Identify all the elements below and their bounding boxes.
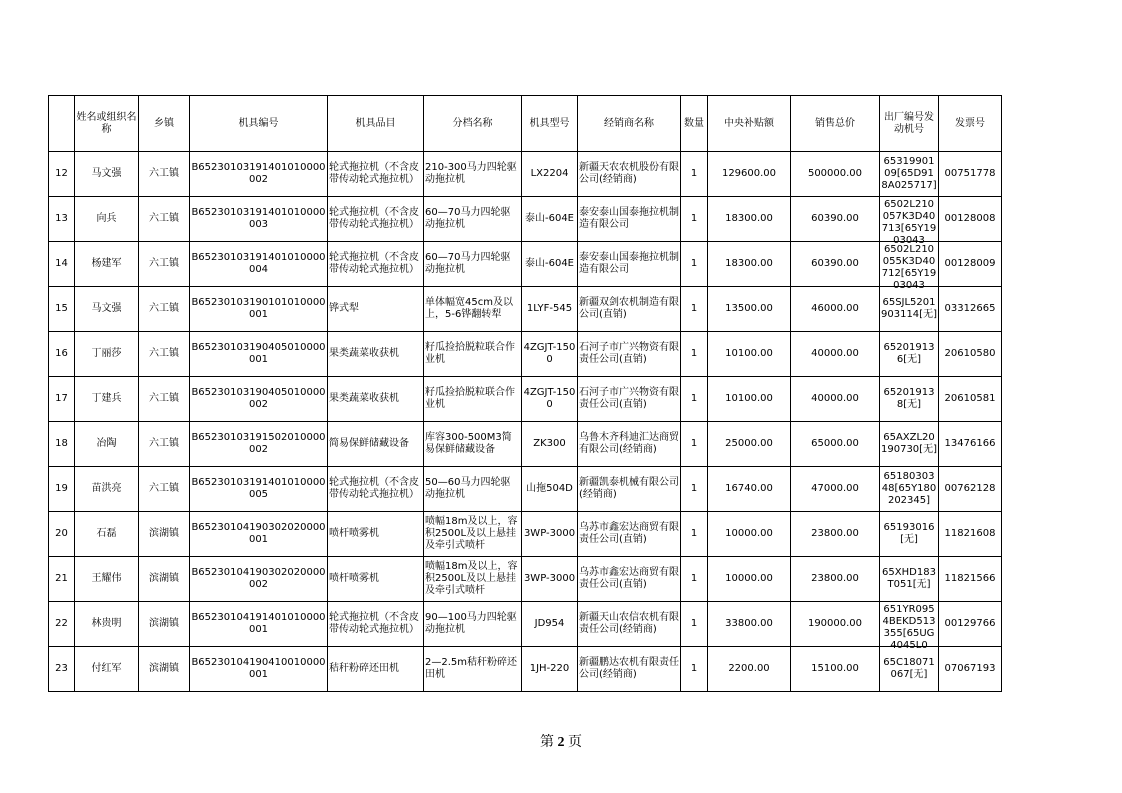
table-row: [49, 557, 1002, 602]
cell-seq: 14: [49, 242, 75, 287]
table-row: [49, 512, 1002, 557]
cell-total: 46000.00: [791, 287, 880, 332]
header-subsidy: 中央补贴额: [708, 96, 791, 152]
cell-qty: 1: [681, 602, 708, 647]
table-row: [49, 332, 1002, 377]
cell-dealer: 乌苏市鑫宏达商贸有限责任公司(直销): [578, 512, 681, 557]
cell-model: LX2204: [522, 152, 578, 197]
table-row: [49, 287, 1002, 332]
cell-town: 六工镇: [139, 242, 190, 287]
cell-seq: 17: [49, 377, 75, 422]
cell-category: 50—60马力四轮驱动拖拉机: [424, 467, 522, 512]
cell-invoice: 11821608: [939, 512, 1002, 557]
cell-serial: [880, 467, 939, 512]
cell-dealer: 石河子市广兴物资有限责任公司(直销): [578, 377, 681, 422]
cell-category: 库容300-500M3简易保鲜储藏设备: [424, 422, 522, 467]
cell-total: 23800.00: [791, 512, 880, 557]
cell-category: 60—70马力四轮驱动拖拉机: [424, 242, 522, 287]
cell-model: 4ZGJT-1500: [522, 332, 578, 377]
cell-qty: 1: [681, 152, 708, 197]
cell-subsidy: 13500.00: [708, 287, 791, 332]
cell-subsidy: 10100.00: [708, 377, 791, 422]
cell-machine-id: B65230103191502010000002: [190, 422, 328, 467]
cell-model: 4ZGJT-1500: [522, 377, 578, 422]
cell-town: 滨湖镇: [139, 557, 190, 602]
serial-text: 651YR0954BEKD513355[65UG4045L0: [882, 604, 936, 651]
cell-subsidy: 18300.00: [708, 242, 791, 287]
cell-qty: 1: [681, 332, 708, 377]
cell-total: 47000.00: [791, 467, 880, 512]
serial-text: 6518030348[65Y180202345]: [881, 471, 937, 506]
cell-serial: [880, 647, 939, 692]
cell-seq: 18: [49, 422, 75, 467]
cell-invoice: 11821566: [939, 557, 1002, 602]
cell-machine-id: B65230103190405010000001: [190, 332, 328, 377]
header-seq: [49, 96, 75, 152]
serial-text: 652019136[无]: [883, 342, 935, 365]
cell-subsidy: 10000.00: [708, 557, 791, 602]
cell-category: 90—100马力四轮驱动拖拉机: [424, 602, 522, 647]
cell-qty: 1: [681, 647, 708, 692]
header-qty: 数量: [681, 96, 708, 152]
cell-qty: 1: [681, 287, 708, 332]
cell-category: 喷幅18m及以上，容积2500L及以上悬挂及牵引式喷杆: [424, 512, 522, 557]
cell-town: 滨湖镇: [139, 647, 190, 692]
cell-invoice: 00128009: [939, 242, 1002, 287]
cell-serial: [880, 422, 939, 467]
cell-model: 3WP-3000: [522, 512, 578, 557]
cell-total: 23800.00: [791, 557, 880, 602]
cell-subsidy: 10000.00: [708, 512, 791, 557]
cell-total: 60390.00: [791, 242, 880, 287]
table-row: [49, 647, 1002, 692]
serial-text: 65XHD183T051[无]: [882, 567, 936, 590]
cell-item: 轮式拖拉机（不含皮带传动轮式拖拉机）: [328, 602, 424, 647]
cell-category: 2—2.5m秸秆粉碎还田机: [424, 647, 522, 692]
header-serial: 出厂编号发动机号: [880, 96, 939, 152]
cell-seq: 12: [49, 152, 75, 197]
cell-item: 轮式拖拉机（不含皮带传动轮式拖拉机）: [328, 467, 424, 512]
cell-subsidy: 2200.00: [708, 647, 791, 692]
cell-subsidy: 33800.00: [708, 602, 791, 647]
cell-dealer: 泰安泰山国泰拖拉机制造有限公司: [578, 242, 681, 287]
cell-subsidy: 16740.00: [708, 467, 791, 512]
cell-machine-id: B65230103190101010000001: [190, 287, 328, 332]
cell-name: 林贵明: [75, 602, 139, 647]
serial-text: 65193016[无]: [883, 522, 935, 545]
cell-item: 喷杆喷雾机: [328, 512, 424, 557]
cell-machine-id: B65230104190302020000002: [190, 557, 328, 602]
cell-seq: 19: [49, 467, 75, 512]
table-row: [49, 602, 1002, 647]
cell-dealer: 石河子市广兴物资有限责任公司(直销): [578, 332, 681, 377]
cell-model: JD954: [522, 602, 578, 647]
serial-text: 65SJL5201903114[无]: [881, 297, 937, 320]
cell-name: 马文强: [75, 287, 139, 332]
cell-dealer: 乌鲁木齐科迪汇达商贸有限公司(经销商): [578, 422, 681, 467]
cell-town: 滨湖镇: [139, 512, 190, 557]
cell-serial: [880, 197, 939, 246]
cell-subsidy: 129600.00: [708, 152, 791, 197]
cell-machine-id: B65230103191401010000005: [190, 467, 328, 512]
cell-item: 喷杆喷雾机: [328, 557, 424, 602]
serial-text: 652019138[无]: [883, 387, 935, 410]
cell-town: 六工镇: [139, 467, 190, 512]
header-town: 乡镇: [139, 96, 190, 152]
cell-name: 苗洪亮: [75, 467, 139, 512]
cell-town: 六工镇: [139, 422, 190, 467]
serial-text: 6502L210057K3D40713[65Y1903043: [881, 199, 937, 246]
header-model: 机具型号: [522, 96, 578, 152]
table-row: [49, 422, 1002, 467]
cell-machine-id: B65230103191401010000002: [190, 152, 328, 197]
cell-category: 60—70马力四轮驱动拖拉机: [424, 197, 522, 242]
cell-machine-id: B65230103190405010000002: [190, 377, 328, 422]
header-row: [49, 96, 1002, 152]
header-machine-id: 机具编号: [190, 96, 328, 152]
cell-town: 六工镇: [139, 152, 190, 197]
subsidy-table: [48, 95, 1002, 692]
cell-invoice: 03312665: [939, 287, 1002, 332]
cell-town: 六工镇: [139, 287, 190, 332]
cell-invoice: 20610580: [939, 332, 1002, 377]
cell-subsidy: 10100.00: [708, 332, 791, 377]
header-name: 姓名或组织名称: [75, 96, 139, 152]
cell-town: 滨湖镇: [139, 602, 190, 647]
cell-qty: 1: [681, 197, 708, 242]
cell-total: 190000.00: [791, 602, 880, 647]
cell-item: 轮式拖拉机（不含皮带传动轮式拖拉机）: [328, 152, 424, 197]
cell-name: 马文强: [75, 152, 139, 197]
cell-machine-id: B65230103191401010000003: [190, 197, 328, 242]
cell-qty: 1: [681, 512, 708, 557]
page-suffix: 页: [568, 735, 582, 750]
cell-dealer: 新疆双剑农机制造有限公司(直销): [578, 287, 681, 332]
cell-name: 冶陶: [75, 422, 139, 467]
cell-item: 轮式拖拉机（不含皮带传动轮式拖拉机）: [328, 242, 424, 287]
cell-name: 丁建兵: [75, 377, 139, 422]
serial-text: 65AXZL20190730[无]: [881, 432, 937, 455]
cell-total: 40000.00: [791, 332, 880, 377]
header-category: 分档名称: [424, 96, 522, 152]
serial-text: 65C18071067[无]: [883, 657, 935, 680]
cell-serial: [880, 287, 939, 332]
cell-category: 单体幅宽45cm及以上，5-6铧翻转犁: [424, 287, 522, 332]
cell-name: 付红军: [75, 647, 139, 692]
cell-invoice: 00129766: [939, 602, 1002, 647]
cell-town: 六工镇: [139, 197, 190, 242]
header-dealer: 经销商名称: [578, 96, 681, 152]
cell-total: 15100.00: [791, 647, 880, 692]
cell-item: 轮式拖拉机（不含皮带传动轮式拖拉机）: [328, 197, 424, 242]
table-row: [49, 377, 1002, 422]
header-invoice: 发票号: [939, 96, 1002, 152]
table-row: [49, 197, 1002, 242]
cell-qty: 1: [681, 242, 708, 287]
table-row: [49, 242, 1002, 287]
cell-item: 果类蔬菜收获机: [328, 332, 424, 377]
cell-machine-id: B65230104191401010000001: [190, 602, 328, 647]
header-total: 销售总价: [791, 96, 880, 152]
serial-text: 6531990109[65D918A025717]: [881, 156, 937, 191]
cell-serial: [880, 332, 939, 377]
cell-serial: [880, 602, 939, 651]
cell-serial: [880, 242, 939, 291]
cell-invoice: 13476166: [939, 422, 1002, 467]
cell-seq: 21: [49, 557, 75, 602]
cell-dealer: 新疆天农农机股份有限公司(经销商): [578, 152, 681, 197]
cell-total: 60390.00: [791, 197, 880, 242]
cell-name: 向兵: [75, 197, 139, 242]
header-item: 机具品目: [328, 96, 424, 152]
cell-category: 喷幅18m及以上，容积2500L及以上悬挂及牵引式喷杆: [424, 557, 522, 602]
cell-model: 泰山-604E: [522, 197, 578, 242]
cell-category: 籽瓜捡拾脱粒联合作业机: [424, 332, 522, 377]
cell-town: 六工镇: [139, 377, 190, 422]
cell-qty: 1: [681, 422, 708, 467]
cell-model: 3WP-3000: [522, 557, 578, 602]
cell-seq: 16: [49, 332, 75, 377]
cell-dealer: 乌苏市鑫宏达商贸有限责任公司(直销): [578, 557, 681, 602]
cell-name: 王耀伟: [75, 557, 139, 602]
cell-serial: [880, 512, 939, 557]
serial-text: 6502L210055K3D40712[65Y1903043: [881, 244, 937, 291]
cell-name: 杨建军: [75, 242, 139, 287]
cell-invoice: 07067193: [939, 647, 1002, 692]
cell-category: 籽瓜捡拾脱粒联合作业机: [424, 377, 522, 422]
cell-model: 1JH-220: [522, 647, 578, 692]
cell-invoice: 00128008: [939, 197, 1002, 242]
cell-machine-id: B65230104190302020000001: [190, 512, 328, 557]
cell-subsidy: 18300.00: [708, 197, 791, 242]
cell-seq: 22: [49, 602, 75, 647]
cell-name: 石磊: [75, 512, 139, 557]
table-row: [49, 152, 1002, 197]
page-number: [0, 731, 1122, 751]
cell-dealer: 新疆凯泰机械有限公司(经销商): [578, 467, 681, 512]
cell-qty: 1: [681, 377, 708, 422]
cell-item: 铧式犁: [328, 287, 424, 332]
cell-total: 65000.00: [791, 422, 880, 467]
cell-serial: [880, 377, 939, 422]
cell-invoice: 00751778: [939, 152, 1002, 197]
cell-seq: 20: [49, 512, 75, 557]
cell-total: 500000.00: [791, 152, 880, 197]
cell-total: 40000.00: [791, 377, 880, 422]
cell-subsidy: 25000.00: [708, 422, 791, 467]
page-prefix: 第: [540, 735, 554, 750]
cell-seq: 13: [49, 197, 75, 242]
cell-dealer: 新疆鹏达农机有限责任公司(经销商): [578, 647, 681, 692]
cell-machine-id: B65230104190410010000001: [190, 647, 328, 692]
cell-model: 山拖504D: [522, 467, 578, 512]
cell-dealer: 泰安泰山国泰拖拉机制造有限公司: [578, 197, 681, 242]
cell-name: 丁丽莎: [75, 332, 139, 377]
cell-dealer: 新疆天山农信农机有限责任公司(经销商): [578, 602, 681, 647]
cell-serial: [880, 152, 939, 197]
table-row: [49, 467, 1002, 512]
cell-machine-id: B65230103191401010000004: [190, 242, 328, 287]
cell-item: 秸秆粉碎还田机: [328, 647, 424, 692]
cell-qty: 1: [681, 467, 708, 512]
cell-seq: 15: [49, 287, 75, 332]
cell-invoice: 20610581: [939, 377, 1002, 422]
cell-model: 1LYF-545: [522, 287, 578, 332]
cell-serial: [880, 557, 939, 602]
cell-qty: 1: [681, 557, 708, 602]
page-value: 2: [557, 735, 565, 750]
cell-town: 六工镇: [139, 332, 190, 377]
cell-seq: 23: [49, 647, 75, 692]
cell-invoice: 00762128: [939, 467, 1002, 512]
cell-category: 210-300马力四轮驱动拖拉机: [424, 152, 522, 197]
cell-item: 果类蔬菜收获机: [328, 377, 424, 422]
cell-model: ZK300: [522, 422, 578, 467]
cell-model: 泰山-604E: [522, 242, 578, 287]
cell-item: 简易保鲜储藏设备: [328, 422, 424, 467]
